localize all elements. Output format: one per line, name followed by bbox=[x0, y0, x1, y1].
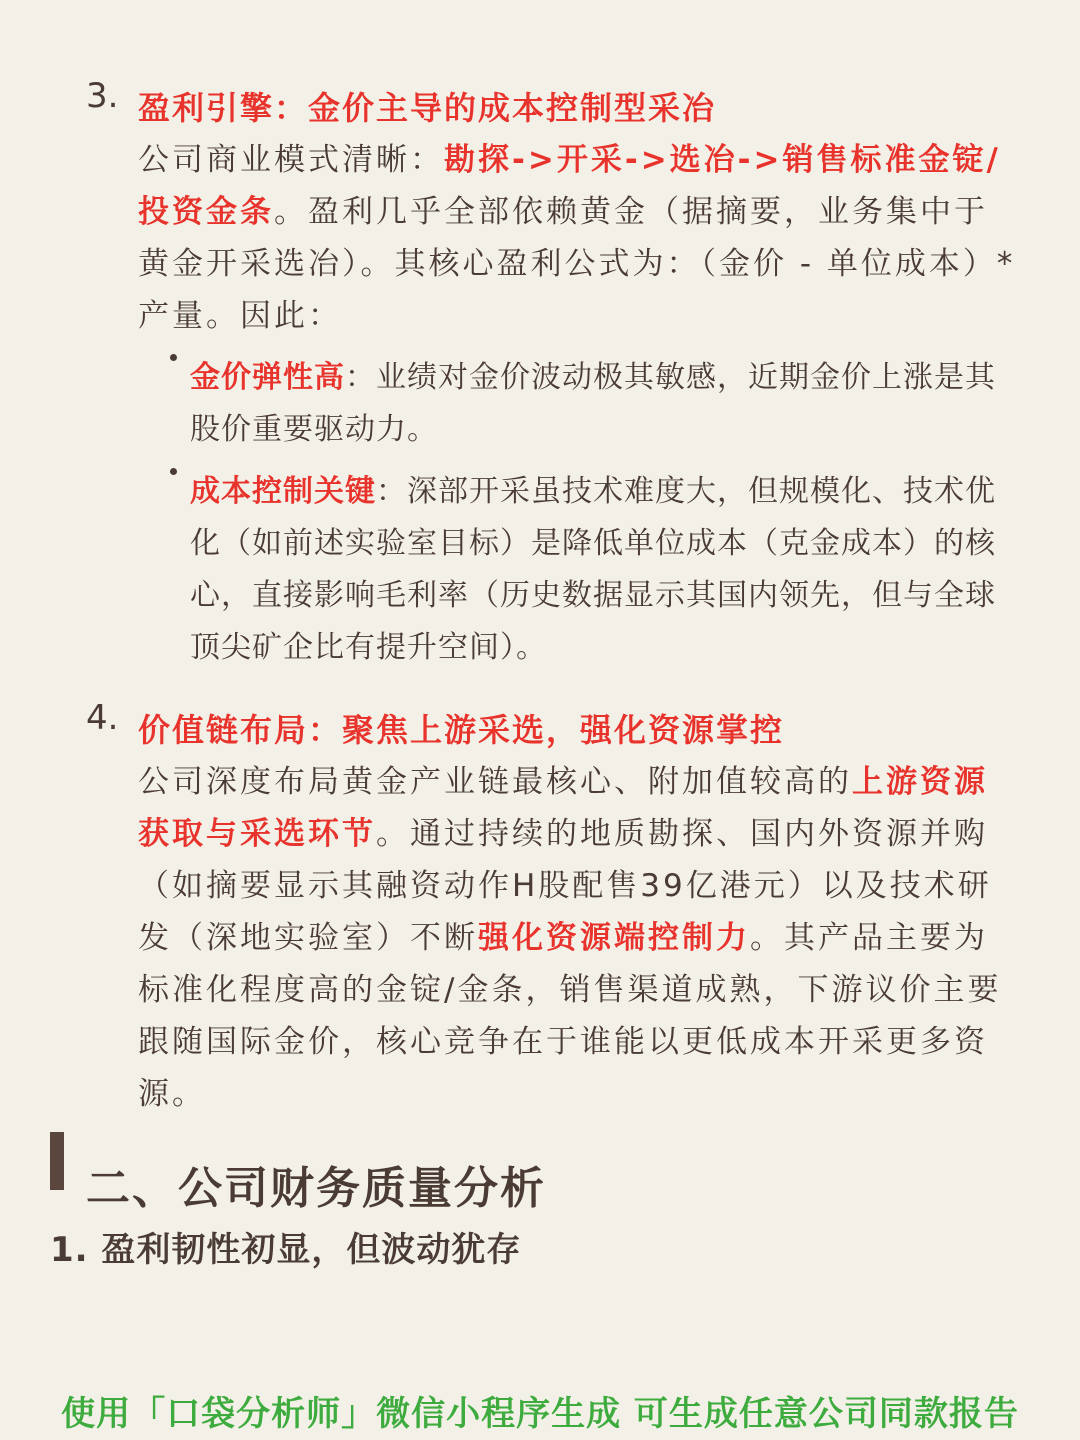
bullet-item bbox=[190, 352, 1018, 456]
item-4-number: 4. bbox=[86, 698, 119, 738]
item-4-heading: 价值链布局：聚焦上游采选，强化资源掌控 bbox=[138, 711, 785, 749]
bullet-dot-icon bbox=[170, 354, 177, 361]
item-4-para-text-1: 公司深度布局黄金产业链最核心、附加值较高的 bbox=[138, 764, 852, 800]
item-3 bbox=[86, 76, 1018, 684]
item-4-para-highlight-2: 强化资源端控制力 bbox=[478, 920, 750, 956]
item-3-para-highlight-1: 勘探->开采->选冶->销售标准金锭/投资金条 bbox=[138, 142, 1001, 230]
item-3-heading: 盈利引擎：金价主导的成本控制型采冶 bbox=[138, 89, 717, 127]
item-3-para-text-2: 。盈利几乎全部依赖黄金（据摘要，业务集中于黄金开采选冶）。其核心盈利公式为：（金价 - 单位成本）* 产量。因此： bbox=[138, 194, 1016, 334]
item-3-number: 3. bbox=[86, 76, 119, 116]
bullet-label: 成本控制关键 bbox=[190, 474, 376, 509]
item-4-para-text-2: 。通过持续的地质勘探、国内外资源并购（如摘要显示其融资动作H股配售39亿港元）以及技术研发（深地实验室）不断 bbox=[138, 816, 992, 956]
bullet-dot-icon bbox=[170, 468, 177, 475]
item-4 bbox=[86, 698, 1018, 1120]
section-title: 二、公司财务质量分析 bbox=[86, 1163, 546, 1214]
bullet-text: ：深部开采虽技术难度大，但规模化、技术优化（如前述实验室目标）是降低单位成本（克金成本）的核心，直接影响毛利率（历史数据显示其国内领先，但与全球顶尖矿企比有提升空间）。 bbox=[190, 474, 996, 665]
bullet-label: 金价弹性高 bbox=[190, 360, 345, 395]
section-marker-bar bbox=[50, 1132, 64, 1190]
footer-promo: 使用「口袋分析师」微信小程序生成 可生成任意公司同款报告 bbox=[61, 1394, 1019, 1434]
bullet-item bbox=[190, 466, 1018, 674]
item-3-paragraph bbox=[138, 134, 1018, 342]
item-4-para-text-3: 。其产品主要为标准化程度高的金锭/金条，销售渠道成熟，下游议价主要跟随国际金价，核心竞争在于谁能以更低成本开采更多资源。 bbox=[138, 920, 1002, 1112]
item-3-para-text-1: 公司商业模式清晰： bbox=[138, 142, 444, 178]
item-4-para-highlight-1: 上游资源获取与采选环节 bbox=[138, 764, 988, 852]
bullet-text: ：业绩对金价波动极其敏感，近期金价上涨是其股价重要驱动力。 bbox=[190, 360, 996, 447]
item-3-bullet-list bbox=[138, 352, 1018, 674]
item-4-paragraph bbox=[138, 756, 1018, 1120]
section-subtitle: 1. 盈利韧性初显，但波动犹存 bbox=[50, 1230, 522, 1270]
